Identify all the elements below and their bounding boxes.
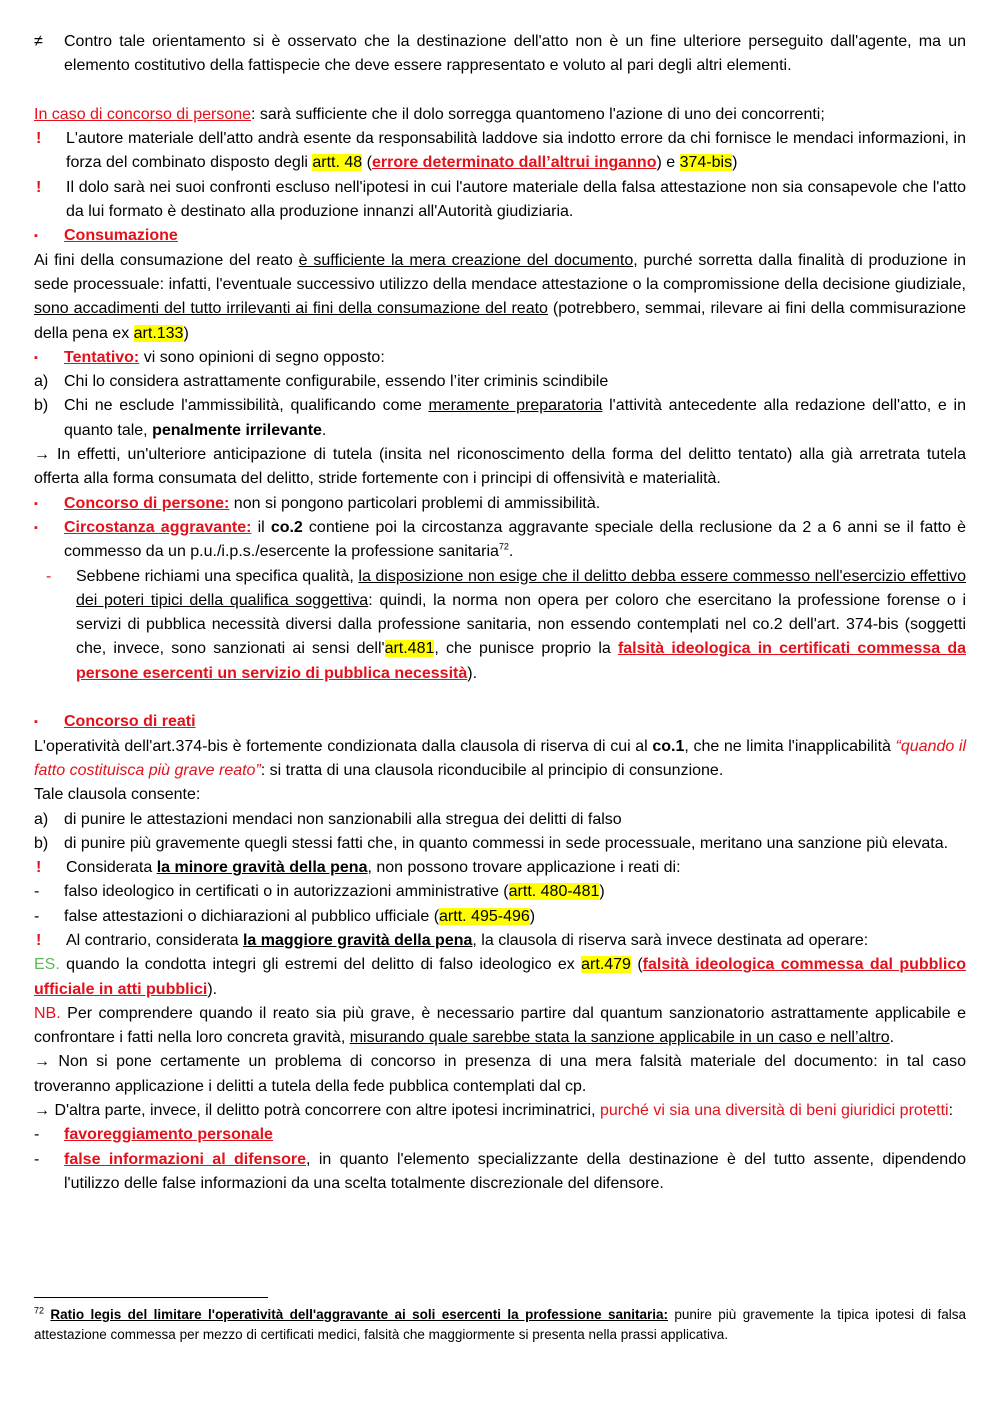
footnote-separator — [34, 1297, 268, 1298]
list-item: - falso ideologico in certificati o in autorizzazioni amministrative (artt. 480-481) — [34, 880, 966, 904]
square-bullet-icon: ▪ — [34, 497, 38, 510]
list-item: - false informazioni al difensore, in quanto l'elemento specializzante della destinazione è del tutto assente, dipendendo l'utilizzo delle false informazioni da una scelta totalmente discrezionale del difensore. — [34, 1148, 966, 1197]
section-consumazione — [34, 224, 966, 248]
example-label: ES. — [34, 956, 60, 974]
dash-marker: - — [46, 567, 52, 585]
exclamation-icon: ! — [36, 931, 42, 949]
highlighted-ref: artt. 480-481 — [508, 883, 600, 901]
arrow-icon: → — [34, 446, 50, 464]
red-emphasis: errore determinato dall’altrui inganno — [371, 154, 657, 172]
exclamation-icon: ! — [36, 178, 42, 196]
example-paragraph: ES. quando la condotta integri gli estremi del delitto di falso ideologico ex art.479 (falsità ideologica commessa dal pubblico ufficiale in atti pubblici). — [34, 956, 966, 998]
exclamation-item: ! Considerata la minore gravità della pena, non possono trovare applicazione i reati di: — [34, 856, 966, 880]
section-heading: Concorso di reati — [64, 713, 196, 731]
arrow-paragraph: → In effetti, un'ulteriore anticipazione di tutela (insita nel riconoscimento della forma del delitto tentato) alla già arretrata tutela offerta alla forma consumata del delitto, stride fortemente con i principi di offensività e materialità. — [34, 446, 966, 488]
highlighted-ref: art.479 — [581, 956, 631, 974]
paragraph-consumazione: Ai fini della consumazione del reato è sufficiente la mera creazione del documento, purché sorretta dalla finalità di produzione in sede processuale: infatti, l'eventuale successivo utilizzo della mendace attestazione o la compromissione della decisione giudiziale, sono accadimenti del tutto irrilevanti ai fini della consumazione del reato (potrebbero, semmai, rilevare ai fini della commisurazione della pena ex art.133) — [34, 251, 967, 342]
highlighted-ref: artt. 495-496 — [439, 907, 530, 925]
list-item: b) Chi ne esclude l'ammissibilità, qualificando come meramente preparatoria l'attività antecedente alla redazione dell'atto, e in quanto tale, penalmente irrilevante. — [34, 397, 967, 439]
not-equal-marker: ≠ — [34, 33, 43, 50]
highlighted-ref: 374-bis — [679, 154, 733, 172]
paragraph-text: Contro tale orientamento si è osservato che la destinazione dell'atto non è un fine ulteriore perseguito dall'agente, ma un elemento costitutivo della fattispecie che deve essere rappresentato e voluto al pari degli altri elementi. — [64, 33, 966, 75]
red-emphasis: favoreggiamento personale — [64, 1126, 273, 1144]
arrow-icon: → — [34, 1102, 50, 1120]
section-tentativo: ▪ Tentativo: vi sono opinioni di segno opposto: — [34, 346, 966, 370]
list-item: a) di punire le attestazioni mendaci non sanzionabili alla stregua dei delitti di falso — [34, 810, 622, 828]
red-emphasis: false informazioni al difensore — [64, 1150, 307, 1168]
highlighted-ref: artt. 48 — [312, 154, 363, 172]
list-item — [34, 1123, 966, 1147]
red-emphasis: falsità ideologica in certificati commessa da persone esercenti un servizio di pubblica necessità — [76, 640, 966, 682]
footnote-number: 72 — [34, 1305, 45, 1316]
section-heading: Tentativo: — [64, 348, 140, 366]
paragraph-clausola: Tale clausola consente: — [34, 786, 201, 804]
section-heading: Consumazione — [64, 227, 178, 245]
paragraph-concorso-persone: In caso di concorso di persone: sarà sufficiente che il dolo sorregga quantomeno l'azione di uno dei concorrenti; — [34, 105, 825, 123]
square-bullet-icon: ▪ — [34, 230, 38, 243]
footnote-ref[interactable]: 72 — [498, 541, 509, 552]
arrow-icon: → — [34, 1053, 50, 1071]
list-item: b) di punire più gravemente quegli stessi fatti che, in quanto commessi in sede processuale, meritano una sanzione più elevata. — [34, 834, 949, 852]
dash-marker: - — [34, 1126, 40, 1144]
nota-bene-paragraph: NB. Per comprendere quando il reato sia più grave, è necessario partire dal quantum sanzionatorio astrattamente applicabile e confrontare i fatti nella loro concreta gravità, misurando quale sarebbe stata la sanzione applicabile in un caso e nell’altro. — [34, 1004, 966, 1047]
section-circostanza: ▪ Circostanza aggravante: il co.2 contiene poi la circostanza aggravante speciale della reclusione da 2 a 6 anni se il fatto è commesso da un p.u./i.p.s./esercente la professione sanitaria$^{72}$. — [34, 516, 966, 565]
dash-marker: - — [34, 907, 40, 925]
document-body — [34, 30, 966, 1196]
arrow-paragraph: → D'altra parte, invece, il delitto potrà concorrere con altre ipotesi incriminatrici, purché vi sia una diversità di beni giuridici protetti: — [34, 1102, 954, 1120]
list-item: a) Chi lo considera astrattamente configurabile, essendo l’iter criminis scindibile — [34, 373, 609, 391]
red-emphasis: falsità ideologica commessa dal pubblico ufficiale in atti pubblici — [34, 956, 966, 998]
section-concorso-reati — [34, 710, 966, 734]
arrow-paragraph: → Non si pone certamente un problema di concorso in presenza di una mera falsità materiale del documento: in tal caso troveranno applicazione i delitti a tutela della fede pubblica contemplati dal cp. — [34, 1053, 966, 1095]
exclamation-icon: ! — [36, 859, 42, 877]
sub-list-item: - Sebbene richiami una specifica qualità, la disposizione non esige che il delitto debba essere commesso nell'esercizio effettivo dei poteri tipici della qualifica soggettiva: quindi, la norma non opera per coloro che esercitano la professione forense o i servizi di pubblica necessità diversi dalla professione sanitaria, non essendo contemplati nel co.2 dell'art. 374-bis (soggetti che, invece, sono sanzionati ai sensi dell'art.481, che punisce proprio la falsità ideologica in certificati commessa da persone esercenti un servizio di pubblica necessità). — [34, 565, 966, 686]
section-heading: Circostanza aggravante: — [64, 518, 252, 536]
highlighted-ref: art.481 — [384, 640, 435, 658]
exclamation-item: ! L'autore materiale dell'atto andrà esente da responsabilità laddove sia indotto errore da chi fornisce le mendaci informazioni, in forza del combinato disposto degli artt. 48 (errore determinato dall’altrui inganno) e 374-bis) — [34, 127, 966, 176]
nb-label: NB. — [34, 1004, 61, 1022]
red-italic-quote: “quando il fatto costituisca più grave reato” — [34, 737, 966, 779]
square-bullet-icon: ▪ — [34, 716, 38, 729]
exclamation-icon: ! — [36, 130, 42, 148]
dash-marker: - — [34, 1150, 40, 1168]
square-bullet-icon: ▪ — [34, 521, 38, 534]
exclamation-item: ! Al contrario, considerata la maggiore gravità della pena, la clausola di riserva sarà invece destinata ad operare: — [34, 929, 966, 953]
footnote: $^{72}$ Ratio legis del limitare l'operatività dell'aggravante ai soli esercenti la professione sanitaria: punire più gravemente la tipica ipotesi di falsa attestazione commessa per mezzo di certificati medici, falsità che maggiormente si presenta nella prassi applicativa. — [34, 1305, 966, 1342]
paragraph-contrast — [34, 30, 966, 79]
paragraph-operativita: L'operatività dell'art.374-bis è fortemente condizionata dalla clausola di riserva di cui al co.1, che ne limita l'inapplicabilità “quando il fatto costituisca più grave reato”: si tratta di una clausola riconducibile al principio di consunzione. — [34, 737, 966, 779]
red-heading: In caso di concorso di persone — [34, 105, 252, 123]
section-concorso-persone: ▪ Concorso di persone: non si pongono particolari problemi di ammissibilità. — [34, 492, 966, 516]
exclamation-item: ! Il dolo sarà nei suoi confronti escluso nell'ipotesi in cui l'autore materiale della falsa attestazione non sia consapevole che l'atto da lui formato è destinato alla produzione innanzi all'Autorità giudiziaria. — [34, 176, 966, 225]
highlighted-ref: art.133 — [133, 324, 184, 342]
dash-marker: - — [34, 883, 40, 901]
section-heading: Concorso di persone: — [64, 494, 230, 512]
square-bullet-icon: ▪ — [34, 351, 38, 364]
list-item: - false attestazioni o dichiarazioni al pubblico ufficiale (artt. 495-496) — [34, 905, 966, 929]
